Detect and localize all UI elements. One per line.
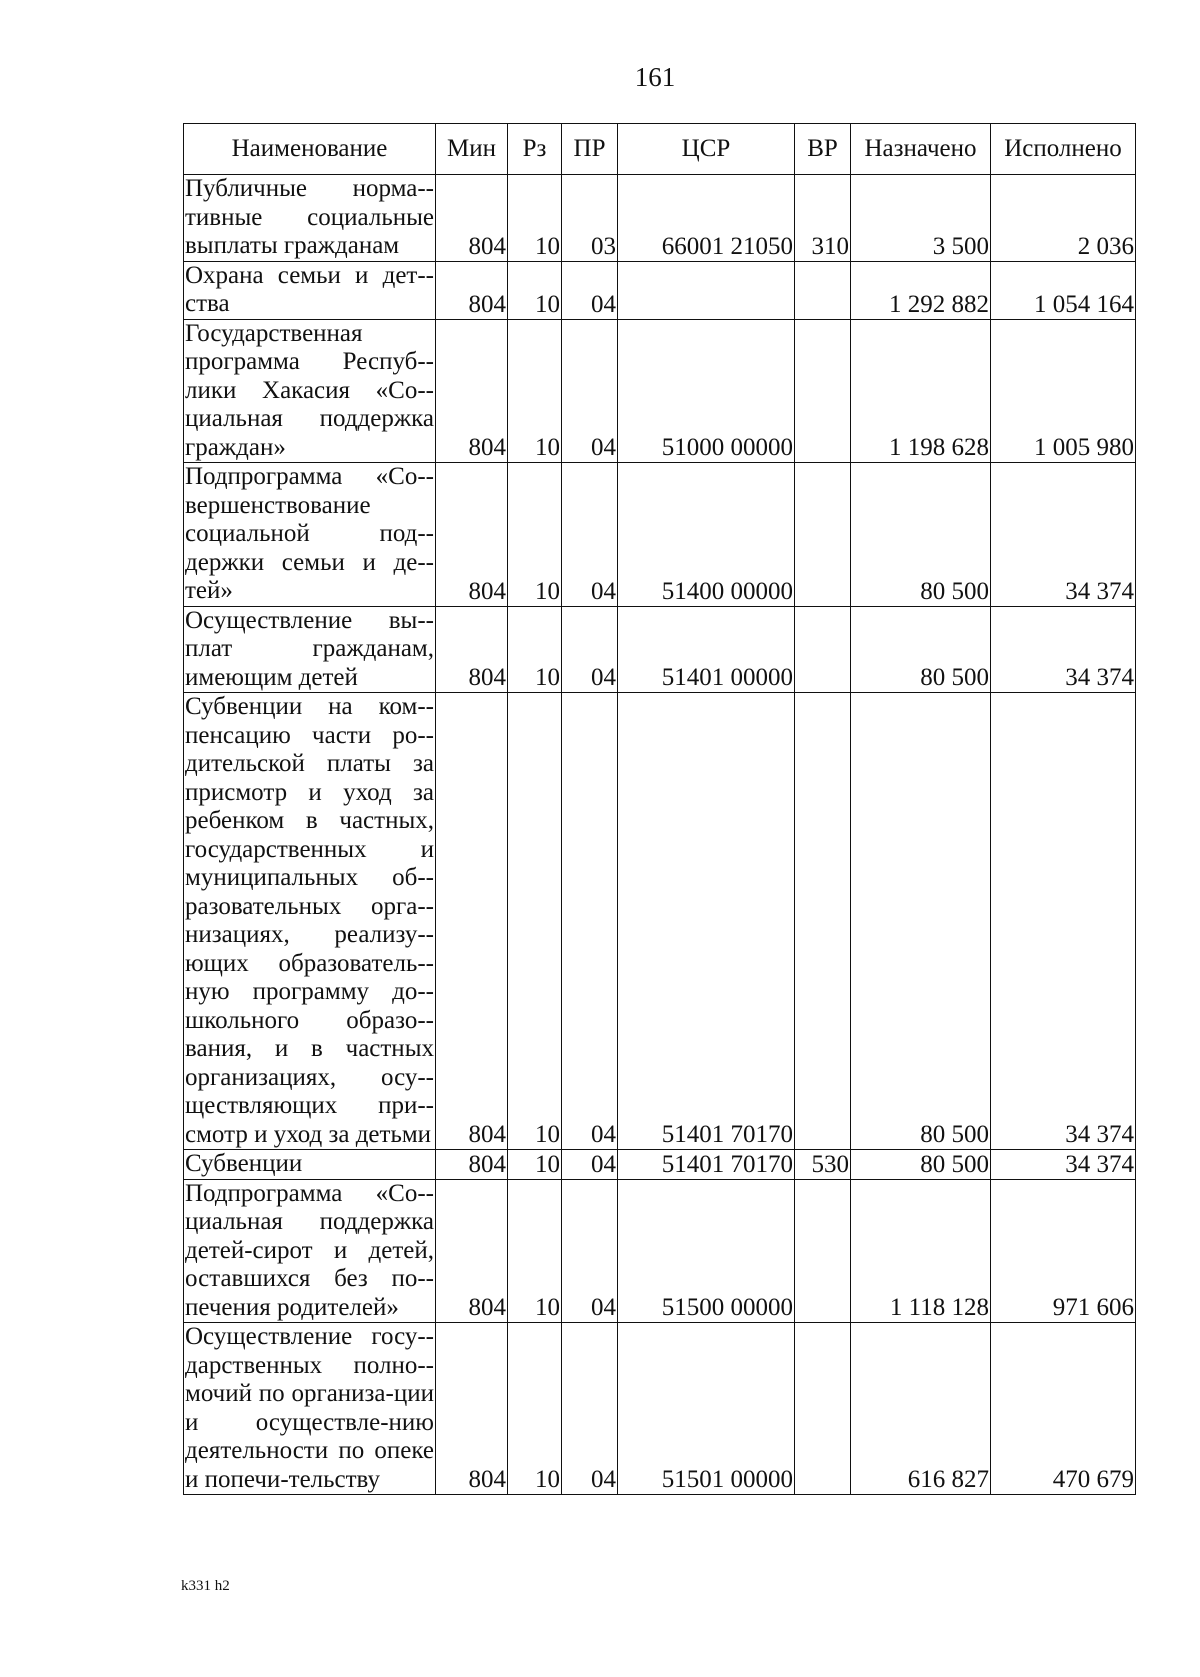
row-executed: 2 036 xyxy=(991,175,1136,262)
row-assigned: 616 827 xyxy=(851,1323,991,1495)
row-name: Государственная программа Респуб-лики Хакасия «Со-циальная поддержка граждан» xyxy=(185,319,434,461)
header-rz: Рз xyxy=(508,124,562,175)
row-executed: 1 054 164 xyxy=(991,261,1136,319)
row-csr: 51501 00000 xyxy=(618,1323,795,1495)
row-csr: 51000 00000 xyxy=(618,319,795,463)
row-assigned: 1 292 882 xyxy=(851,261,991,319)
row-name: Публичные норма-тивные социальные выплаты гражданам xyxy=(185,175,434,259)
header-min: Мин xyxy=(436,124,508,175)
table-row xyxy=(184,1179,1136,1323)
row-rz: 10 xyxy=(508,261,562,319)
row-rz: 10 xyxy=(508,1323,562,1495)
row-executed: 34 374 xyxy=(991,693,1136,1150)
table-row xyxy=(184,1150,1136,1180)
row-vr xyxy=(795,261,851,319)
row-csr xyxy=(618,261,795,319)
row-executed: 34 374 xyxy=(991,606,1136,693)
row-pr: 04 xyxy=(562,606,618,693)
row-name: Субвенции xyxy=(184,1150,436,1180)
row-min: 804 xyxy=(436,261,508,319)
row-assigned: 80 500 xyxy=(851,693,991,1150)
row-pr: 04 xyxy=(562,319,618,463)
row-name: Субвенции на ком-пенсацию части ро-дительской платы за присмотр и уход за ребенком в частных, государственных и муниципальных об-разовательных орга-низациях, реализу-ющих образователь-ную программу до-школьного образо-вания, и в частных организациях, осу-ществляющих при-смотр и уход за детьми xyxy=(185,693,434,1148)
row-vr xyxy=(795,606,851,693)
row-min: 804 xyxy=(436,1150,508,1180)
table-header xyxy=(184,124,1136,175)
row-executed: 1 005 980 xyxy=(991,319,1136,463)
row-rz: 10 xyxy=(508,1179,562,1323)
row-assigned: 1 198 628 xyxy=(851,319,991,463)
row-name: Охрана семьи и дет-ства xyxy=(185,261,434,317)
row-assigned: 80 500 xyxy=(851,606,991,693)
table-row xyxy=(184,606,1136,693)
row-executed: 470 679 xyxy=(991,1323,1136,1495)
row-rz: 10 xyxy=(508,319,562,463)
row-csr: 51401 00000 xyxy=(618,606,795,693)
row-name: Осуществление вы-плат гражданам, имеющим детей xyxy=(185,606,434,691)
row-pr: 04 xyxy=(562,1179,618,1323)
table-row xyxy=(184,1323,1136,1495)
row-assigned: 1 118 128 xyxy=(851,1179,991,1323)
row-pr: 04 xyxy=(562,463,618,607)
row-name: Подпрограмма «Со-циальная поддержка детей-сирот и детей, оставшихся без по-печения родителей» xyxy=(185,1179,434,1321)
row-pr: 04 xyxy=(562,261,618,319)
row-vr xyxy=(795,1323,851,1495)
row-rz: 10 xyxy=(508,606,562,693)
row-vr: 530 xyxy=(795,1150,851,1180)
table-row xyxy=(184,319,1136,463)
row-vr xyxy=(795,693,851,1150)
row-name: Осуществление госу-дарственных полно-мочий по организа-ции и осуществле-нию деятельности по опеке и попечи-тельству xyxy=(185,1323,434,1493)
row-pr: 04 xyxy=(562,1323,618,1495)
table-row xyxy=(184,463,1136,607)
row-min: 804 xyxy=(436,606,508,693)
row-csr: 66001 21050 xyxy=(618,175,795,262)
row-executed: 34 374 xyxy=(991,1150,1136,1180)
row-vr xyxy=(795,1179,851,1323)
header-name: Наименование xyxy=(184,124,436,175)
row-min: 804 xyxy=(436,1323,508,1495)
row-executed: 34 374 xyxy=(991,463,1136,607)
table-body xyxy=(184,175,1136,1495)
header-assigned: Назначено xyxy=(851,124,991,175)
table-row xyxy=(184,261,1136,319)
header-vr: ВР xyxy=(795,124,851,175)
row-assigned: 3 500 xyxy=(851,175,991,262)
header-executed: Исполнено xyxy=(991,124,1136,175)
row-min: 804 xyxy=(436,1179,508,1323)
row-min: 804 xyxy=(436,319,508,463)
row-rz: 10 xyxy=(508,175,562,262)
row-executed: 971 606 xyxy=(991,1179,1136,1323)
row-assigned: 80 500 xyxy=(851,463,991,607)
row-vr xyxy=(795,463,851,607)
row-csr: 51401 70170 xyxy=(618,1150,795,1180)
row-csr: 51400 00000 xyxy=(618,463,795,607)
row-rz: 10 xyxy=(508,463,562,607)
header-pr: ПР xyxy=(562,124,618,175)
budget-table xyxy=(183,123,1136,1495)
table-row xyxy=(184,175,1136,262)
row-rz: 10 xyxy=(508,693,562,1150)
page-number: 161 xyxy=(634,62,676,92)
row-min: 804 xyxy=(436,175,508,262)
header-row xyxy=(184,124,1136,175)
row-pr: 04 xyxy=(562,1150,618,1180)
row-assigned: 80 500 xyxy=(851,1150,991,1180)
row-vr: 310 xyxy=(795,175,851,262)
row-name: Подпрограмма «Со-вершенствование социальной под-держки семьи и де-тей» xyxy=(185,463,434,604)
row-vr xyxy=(795,319,851,463)
header-csr: ЦСР xyxy=(618,124,795,175)
row-pr: 04 xyxy=(562,693,618,1150)
row-min: 804 xyxy=(436,693,508,1150)
row-min: 804 xyxy=(436,463,508,607)
row-pr: 03 xyxy=(562,175,618,262)
row-csr: 51401 70170 xyxy=(618,693,795,1150)
row-csr: 51500 00000 xyxy=(618,1179,795,1323)
footer-code: k331 h2 xyxy=(181,1578,230,1594)
table-row xyxy=(184,693,1136,1150)
row-rz: 10 xyxy=(508,1150,562,1180)
